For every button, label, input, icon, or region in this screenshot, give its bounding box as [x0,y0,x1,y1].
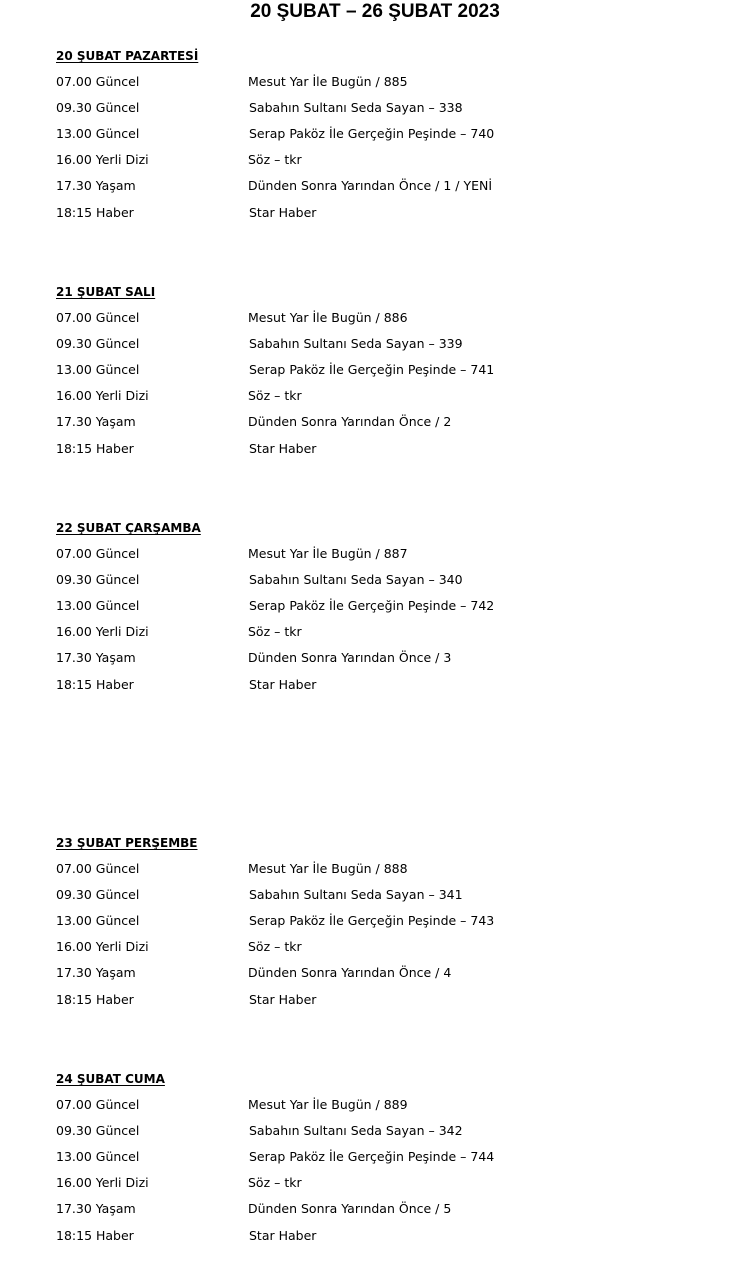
schedule-row [56,335,656,353]
day-heading: 22 ŞUBAT ÇARŞAMBA [56,521,201,535]
day-heading: 24 ŞUBAT CUMA [56,1072,165,1086]
time-slot: 09.30 Güncel [56,336,140,351]
program-title: Star Haber [249,1228,317,1243]
schedule-row [56,886,656,904]
program-title: Dünden Sonra Yarından Önce / 1 / YENİ [248,178,493,193]
program-title: Sabahın Sultanı Seda Sayan – 340 [249,572,463,587]
time-slot: 09.30 Güncel [56,1123,140,1138]
schedule-row [56,649,656,667]
time-slot: 07.00 Güncel [56,546,140,561]
time-slot: 13.00 Güncel [56,913,140,928]
time-slot: 13.00 Güncel [56,598,140,613]
time-slot: 18:15 Haber [56,205,134,220]
time-slot: 18:15 Haber [56,1228,134,1243]
schedule-row [56,964,656,982]
time-slot: 16.00 Yerli Dizi [56,388,149,403]
schedule-row [56,1096,656,1114]
schedule-row [56,1148,656,1166]
time-slot: 16.00 Yerli Dizi [56,624,149,639]
time-slot: 18:15 Haber [56,677,134,692]
program-title: Dünden Sonra Yarından Önce / 3 [248,650,452,665]
program-title: Mesut Yar İle Bugün / 885 [248,74,408,89]
schedule-row [56,99,656,117]
schedule-row [56,361,656,379]
time-slot: 17.30 Yaşam [56,414,136,429]
program-title: Serap Paköz İle Gerçeğin Peşinde – 742 [249,598,495,613]
time-slot: 07.00 Güncel [56,1097,140,1112]
time-slot: 18:15 Haber [56,441,134,456]
program-title: Serap Paköz İle Gerçeğin Peşinde – 743 [249,913,495,928]
schedule-row [56,1122,656,1140]
schedule-row [56,912,656,930]
program-title: Söz – tkr [248,388,302,403]
schedule-row [56,1227,656,1245]
program-title: Serap Paköz İle Gerçeğin Peşinde – 744 [249,1149,495,1164]
schedule-row [56,413,656,431]
schedule-row [56,676,656,694]
program-title: Star Haber [249,441,317,456]
program-title: Söz – tkr [248,152,302,167]
program-title: Star Haber [249,992,317,1007]
time-slot: 17.30 Yaşam [56,178,136,193]
time-slot: 17.30 Yaşam [56,965,136,980]
time-slot: 13.00 Güncel [56,1149,140,1164]
program-title: Star Haber [249,677,317,692]
program-title: Serap Paköz İle Gerçeğin Peşinde – 740 [249,126,495,141]
program-title: Sabahın Sultanı Seda Sayan – 338 [249,100,463,115]
page-title: 20 ŞUBAT – 26 ŞUBAT 2023 [250,1,500,22]
day-heading: 23 ŞUBAT PERŞEMBE [56,836,198,850]
program-title: Serap Paköz İle Gerçeğin Peşinde – 741 [249,362,495,377]
time-slot: 18:15 Haber [56,992,134,1007]
schedule-row [56,991,656,1009]
program-title: Sabahın Sultanı Seda Sayan – 341 [249,887,463,902]
time-slot: 16.00 Yerli Dizi [56,152,149,167]
schedule-row [56,545,656,563]
time-slot: 09.30 Güncel [56,100,140,115]
time-slot: 13.00 Güncel [56,126,140,141]
schedule-row [56,125,656,143]
time-slot: 16.00 Yerli Dizi [56,939,149,954]
time-slot: 09.30 Güncel [56,887,140,902]
program-title: Mesut Yar İle Bugün / 886 [248,310,408,325]
schedule-row [56,387,656,405]
schedule-row [56,597,656,615]
program-title: Söz – tkr [248,1175,302,1190]
time-slot: 07.00 Güncel [56,861,140,876]
time-slot: 17.30 Yaşam [56,650,136,665]
schedule-row [56,1174,656,1192]
time-slot: 07.00 Güncel [56,74,140,89]
time-slot: 16.00 Yerli Dizi [56,1175,149,1190]
schedule-row [56,571,656,589]
schedule-row [56,440,656,458]
schedule-row [56,177,656,195]
program-title: Mesut Yar İle Bugün / 889 [248,1097,408,1112]
time-slot: 07.00 Güncel [56,310,140,325]
program-title: Dünden Sonra Yarından Önce / 2 [248,414,452,429]
program-title: Star Haber [249,205,317,220]
program-title: Dünden Sonra Yarından Önce / 5 [248,1201,452,1216]
schedule-row [56,938,656,956]
schedule-row [56,309,656,327]
program-title: Mesut Yar İle Bugün / 887 [248,546,408,561]
time-slot: 09.30 Güncel [56,572,140,587]
time-slot: 13.00 Güncel [56,362,140,377]
time-slot: 17.30 Yaşam [56,1201,136,1216]
schedule-row [56,1200,656,1218]
schedule-row [56,860,656,878]
program-title: Sabahın Sultanı Seda Sayan – 342 [249,1123,463,1138]
program-title: Sabahın Sultanı Seda Sayan – 339 [249,336,463,351]
schedule-row [56,151,656,169]
day-heading: 20 ŞUBAT PAZARTESİ [56,49,199,63]
program-title: Söz – tkr [248,624,302,639]
schedule-row [56,73,656,91]
program-title: Söz – tkr [248,939,302,954]
program-title: Dünden Sonra Yarından Önce / 4 [248,965,452,980]
program-title: Mesut Yar İle Bugün / 888 [248,861,408,876]
day-heading: 21 ŞUBAT SALI [56,285,156,299]
schedule-row [56,204,656,222]
schedule-row [56,623,656,641]
